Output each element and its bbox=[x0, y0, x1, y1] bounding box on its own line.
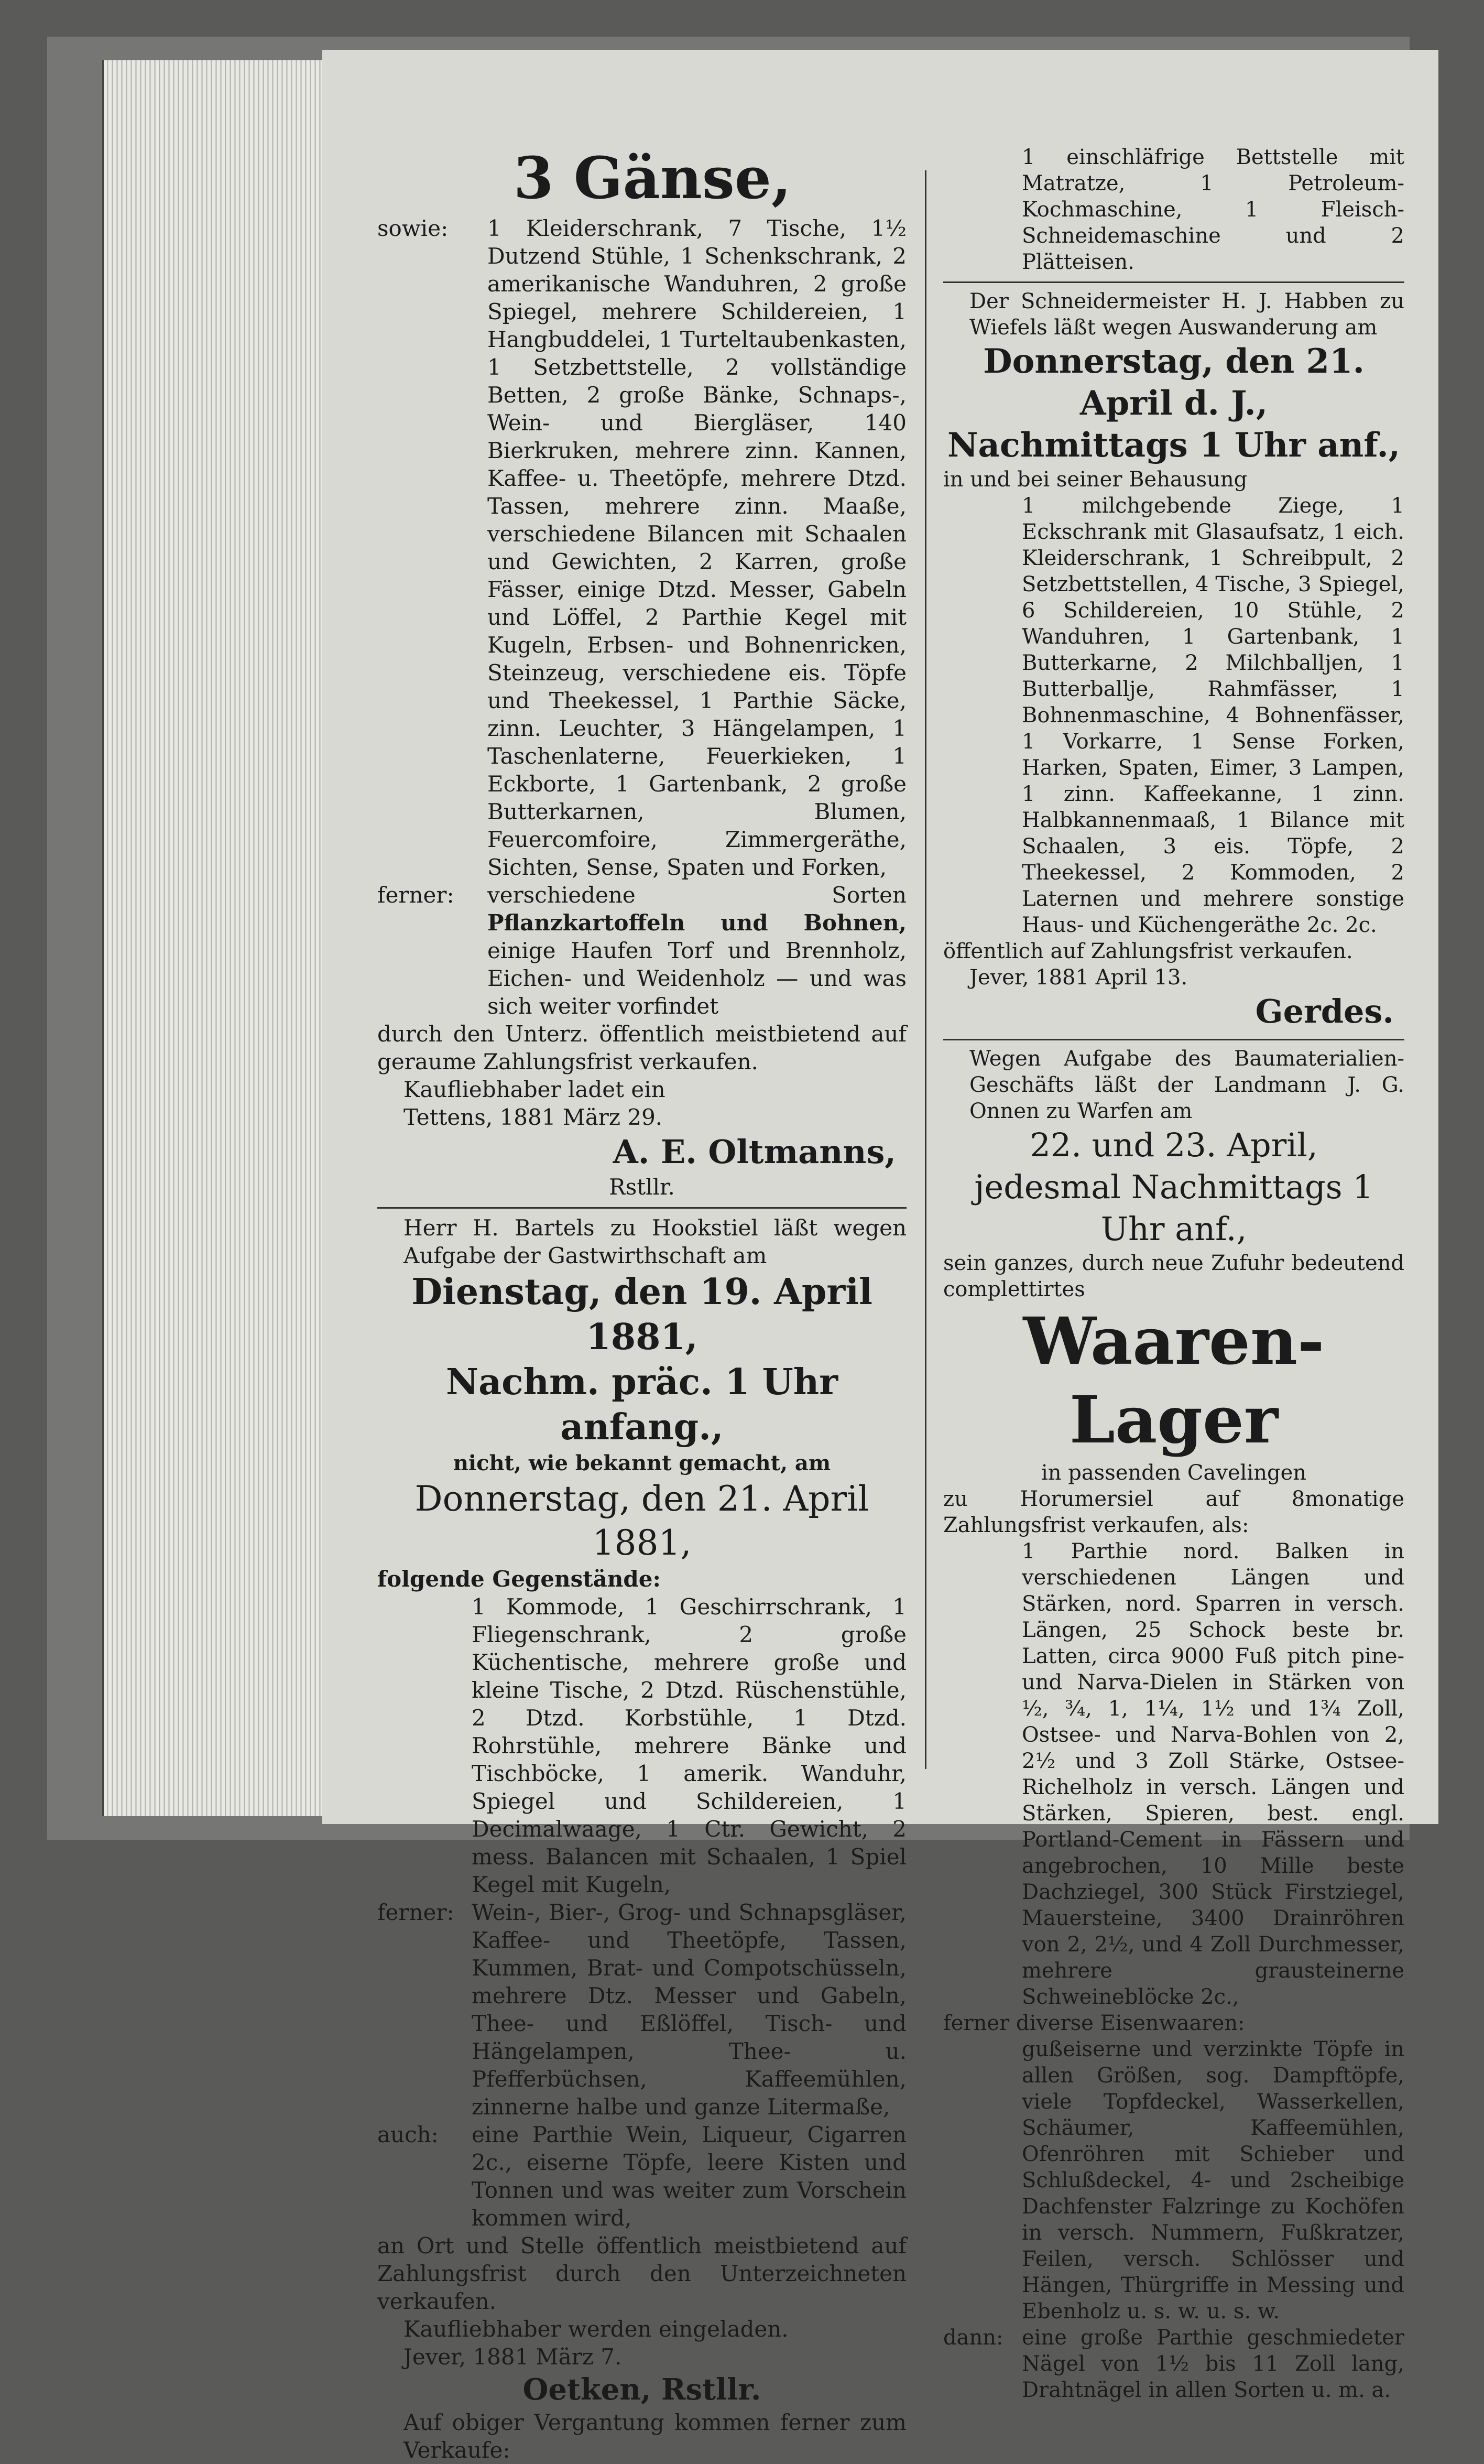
invite-text: Kaufliebhaber ladet ein bbox=[403, 1077, 665, 1102]
closing-text: öffentlich auf Zahlungsfrist verkaufen. bbox=[943, 939, 1353, 963]
place-date: Tettens, 1881 März 29. bbox=[403, 1104, 663, 1130]
ferner-label: ferner: bbox=[377, 882, 454, 908]
items-intro: folgende Gegenstände: bbox=[377, 1566, 661, 1592]
advert-onnen bbox=[943, 1046, 1404, 2403]
date-note: nicht, wie bekannt gemacht, am bbox=[453, 1451, 831, 1475]
date-line-2: Nachm. präc. 1 Uhr anfang., bbox=[445, 1361, 838, 1448]
page-stack-edges bbox=[102, 60, 329, 1816]
sowie-paragraph bbox=[377, 214, 907, 881]
ferner-paragraph bbox=[377, 1898, 907, 2121]
advert-bartels bbox=[377, 1214, 907, 2464]
advert-divider bbox=[377, 1207, 907, 1209]
dann-text: eine große Parthie geschmiedeter Nägel von 1½ bis 11 Zoll lang, Drahtnägel in allen Sorten u. m. a. bbox=[1022, 2326, 1404, 2402]
intro-text-2: sein ganzes, durch neue Zufuhr bedeutend complettirtes bbox=[943, 1251, 1404, 1301]
place-date: Jever, 1881 März 7. bbox=[403, 2344, 622, 2370]
closing-text: an Ort und Stelle öffentlich meistbietend auf Zahlungsfrist durch den Unterzeichneten verkaufen. bbox=[377, 2233, 907, 2314]
ferner-label: ferner: bbox=[377, 1899, 454, 1925]
sowie-text: 1 Kleiderschrank, 7 Tische, 1½ Dutzend Stühle, 1 Schenkschrank, 2 amerikanische Wanduhren, 2 große Spiegel, mehrere Schildereien, 1 Hangbuddelei, 1 Turteltaubenkasten, 1 Setzbettstelle, 2 vollständige Betten, 2 große Bänke, Schnaps-, Wein- und Biergläser, 140 Bierkruken, mehrere zinn. Kannen, Kaffee- u. Theetöpfe, mehrere Dtzd. Tassen, mehrere zinn. Maaße, verschiedene Bilancen mit Schaalen und Gewichten, 2 Karren, große Fässer, einige Dtzd. Messer, Gabeln und Löffel, 2 Parthie Kegel mit Kugeln, Erbsen- und Bohnenricken, Steinzeug, verschiedene eis. Töpfe und Theekessel, 1 Parthie Säcke, zinn. Leuchter, 3 Hängelampen, 1 Taschenlaterne, Feuerkieken, 1 Eckborte, 1 Gartenbank, 2 große Butterkarnen, Blumen, Feuercomfoire, Zimmergeräthe, Sichten, Sense, Spaten und Forken, bbox=[487, 215, 907, 880]
date-line-1: Donnerstag, den 21. April d. J., bbox=[983, 342, 1365, 423]
ferner-text: gußeiserne und verzinkte Töpfe in allen Größen, sog. Dampftöpfe, viele Topfdeckel, Wasserkellen, Schäumer, Kaffeemühlen, Ofenröhren mit Schieber und Schlußdeckel, 4- und 2scheibige Dachfenster Falzringe zu Kochöfen in versch. Nummern, Fußkratzer, Feilen, versch. Schlösser und Hängen, Thürgriffe in Messing und Ebenholz u. s. w. u. s. w. bbox=[1022, 2037, 1404, 2324]
items-text: 1 Parthie nord. Balken in verschiedenen Längen und Stärken, nord. Sparren in versch. Längen, 25 Schock beste br. Latten, circa 9000 Fuß pitch pine- und Narva-Dielen in Stärken von ½, ¾, 1, 1¼, 1½ und 1¾ Zoll, Ostsee- und Narva-Bohlen von 2, 2½ und 3 Zoll Stärke, Ostsee-Richelholz in versch. Längen und Stärken, Spieren, best. engl. Portland-Cement in Fässern und angebrochen, 10 Mille beste Dachziegel, 300 Stück Firstziegel, Mauersteine, 3400 Drainröhren von 2, 2½, und 4 Zoll Durchmesser, mehrere grausteinerne Schweineblöcke 2c., bbox=[1022, 1539, 1404, 2009]
footer-text: Auf obiger Vergantung kommen ferner zum Verkaufe: bbox=[403, 2409, 907, 2463]
ferner-paragraph bbox=[377, 881, 907, 1020]
advert-divider bbox=[943, 281, 1404, 283]
date-line-1: 22. und 23. April, bbox=[1030, 1126, 1318, 1164]
ferner-text-post: einige Haufen Torf und Brennholz, Eichen- und Weidenholz — und was sich weiter vorfindet bbox=[487, 938, 907, 1019]
closing-text: durch den Unterz. öffentlich meistbietend auf geraume Zahlungsfrist verkaufen. bbox=[377, 1021, 907, 1074]
items-text: 1 milchgebende Ziege, 1 Eckschrank mit Glasaufsatz, 1 eich. Kleiderschrank, 1 Schreibpult, 2 Setzbettstellen, 4 Tische, 3 Spiegel, 6 Schildereien, 10 Stühle, 2 Wanduhren, 1 Gartenbank, 1 Butterkarne, 2 Milchballjen, 1 Butterballje, Rahmfässer, 1 Bohnenmaschine, 4 Bohnenfässer, 1 Vorkarre, 1 Sense Forken, Harken, Spaten, Eimer, 3 Lampen, 1 zinn. Kaffeekanne, 1 zinn. Halbkannenmaaß, 1 Bilance mit Schaalen, 3 eis. Töpfe, 2 Theekessel, 2 Kommoden, 2 Laternen und mehrere sonstige Haus- und Küchengeräthe 2c. 2c. bbox=[1022, 494, 1404, 937]
intro-text: Herr H. Bartels zu Hookstiel läßt wegen Aufgabe der Gastwirthschaft am bbox=[403, 1215, 907, 1268]
signature: A. E. Oltmanns, bbox=[613, 1133, 896, 1171]
newspaper-page bbox=[322, 50, 1438, 2463]
date-line-2: jedesmal Nachmittags 1 Uhr anf., bbox=[974, 1168, 1373, 1248]
advert-habben bbox=[943, 288, 1404, 1033]
ferner-text-bold: Pflanzkartoffeln und Bohnen, bbox=[487, 910, 907, 936]
advert-oltmanns bbox=[377, 144, 907, 1201]
advert-heading: 3 Gänse, bbox=[513, 144, 792, 212]
ferner-line: ferner diverse Eisenwaaren: bbox=[943, 2011, 1245, 2035]
location-text: in und bei seiner Behausung bbox=[943, 468, 1248, 492]
date-line-3: Donnerstag, den 21. April 1881, bbox=[414, 1479, 869, 1563]
dann-label: dann: bbox=[943, 2326, 1003, 2350]
date-line-2: Nachmittags 1 Uhr anf., bbox=[947, 426, 1401, 465]
big-heading: Waaren-Lager bbox=[1023, 1304, 1325, 1458]
place-date: Jever, 1881 April 13. bbox=[969, 965, 1188, 990]
auch-label: auch: bbox=[377, 2122, 439, 2147]
location-text: zu Horumersiel auf 8monatige Zahlungsfrist verkaufen, als: bbox=[943, 1487, 1404, 1537]
intro-text: Der Schneidermeister H. J. Habben zu Wiefels läßt wegen Auswanderung am bbox=[969, 289, 1404, 340]
signature-title: Rstllr. bbox=[609, 1174, 675, 1200]
ferner-text-pre: verschiedene Sorten bbox=[487, 882, 907, 908]
column-divider bbox=[925, 170, 926, 1769]
intro-text: Wegen Aufgabe des Baumaterialien-Geschäfts läßt der Landmann J. G. Onnen zu Warfen am bbox=[969, 1047, 1404, 1123]
continued-items: 1 einschläfrige Bettstelle mit Matratze, 1 Petroleum-Kochmaschine, 1 Fleisch-Schneidemaschine und 2 Plätteisen. bbox=[1022, 145, 1404, 274]
signature: Gerdes. bbox=[1255, 992, 1394, 1030]
auch-text: eine Parthie Wein, Liqueur, Cigarren 2c., eiserne Töpfe, leere Kisten und Tonnen und was weiter zum Vorschein kommen wird, bbox=[472, 2122, 907, 2231]
items-text: 1 Kommode, 1 Geschirrschrank, 1 Fliegenschrank, 2 große Küchentische, mehrere große und kleine Tische, 2 Dtzd. Rüschenstühle, 2 Dtzd. Korbstühle, 1 Dtzd. Rohrstühle, mehrere Bänke und Tischböcke, 1 amerik. Wanduhr, Spiegel und Schildereien, 1 Decimalwaage, 1 Ctr. Gewicht, 2 mess. Balancen mit Schaalen, 1 Spiel Kegel mit Kugeln, bbox=[472, 1594, 907, 1897]
date-line-1: Dienstag, den 19. April 1881, bbox=[411, 1271, 872, 1358]
dann-paragraph bbox=[943, 2325, 1404, 2403]
left-column bbox=[377, 144, 907, 2464]
advert-divider bbox=[943, 1039, 1404, 1040]
ferner-text: Wein-, Bier-, Grog- und Schnapsgläser, Kaffee- und Theetöpfe, Tassen, Kummen, Brat- und Compotschüsseln, mehrere Dtz. Messer und Gabeln, Thee- und Eßlöffel, Tisch- und Hängelampen, Thee- u. Pfefferbüchsen, Kaffeemühlen, zinnerne halbe und ganze Litermaße, bbox=[472, 1899, 907, 2120]
invite-text: Kaufliebhaber werden eingeladen. bbox=[403, 2316, 789, 2342]
auch-paragraph bbox=[377, 2121, 907, 2232]
sowie-label: sowie: bbox=[377, 215, 449, 241]
sub-heading: in passenden Cavelingen bbox=[1041, 1461, 1307, 1485]
signature: Oetken, Rstllr. bbox=[522, 2372, 761, 2407]
right-column bbox=[943, 144, 1404, 2403]
